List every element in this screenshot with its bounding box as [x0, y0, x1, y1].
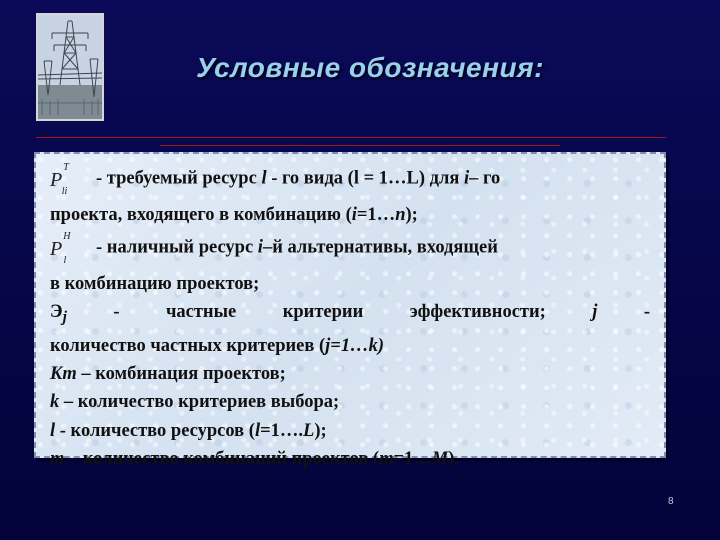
power-substation-photo-icon [36, 13, 104, 121]
page-number: 8 [668, 496, 674, 507]
definition-required-resource-cont: проекта, входящего в комбинацию (i=1…n); [50, 204, 418, 225]
title-divider-top [36, 137, 666, 138]
definitions-panel [34, 152, 666, 469]
required-resource-symbol: $P^T_{li}$ [50, 162, 69, 197]
definition-available-resource: $P^H_l-$ наличный ресурс i–й альтернативы, входящей [50, 229, 650, 270]
definition-required-resource: $P^T_{li}-$ требуемый ресурс l - го вида (l = 1…L) для i– го [50, 160, 650, 201]
definition-available-resource-cont: в комбинацию проектов; [50, 273, 260, 294]
definition-k: k – количество критериев выбора; [50, 392, 340, 413]
available-resource-symbol: $P^H_l$ [50, 231, 71, 266]
definition-m: m – количество комбинаций проектов (m=1…M). [50, 448, 460, 469]
slide-title: Условные обозначения: [196, 52, 544, 83]
definition-km: Km – комбинация проектов; [50, 364, 286, 385]
title-divider-bottom [160, 145, 560, 146]
definition-criteria-cont: количество частных критериев (j=1…k) [50, 336, 385, 357]
definition-l: l - количество ресурсов (l=1….L); [50, 420, 327, 441]
definition-criteria: $Э_j$ - частные критерии эффективности; j - [50, 302, 651, 326]
